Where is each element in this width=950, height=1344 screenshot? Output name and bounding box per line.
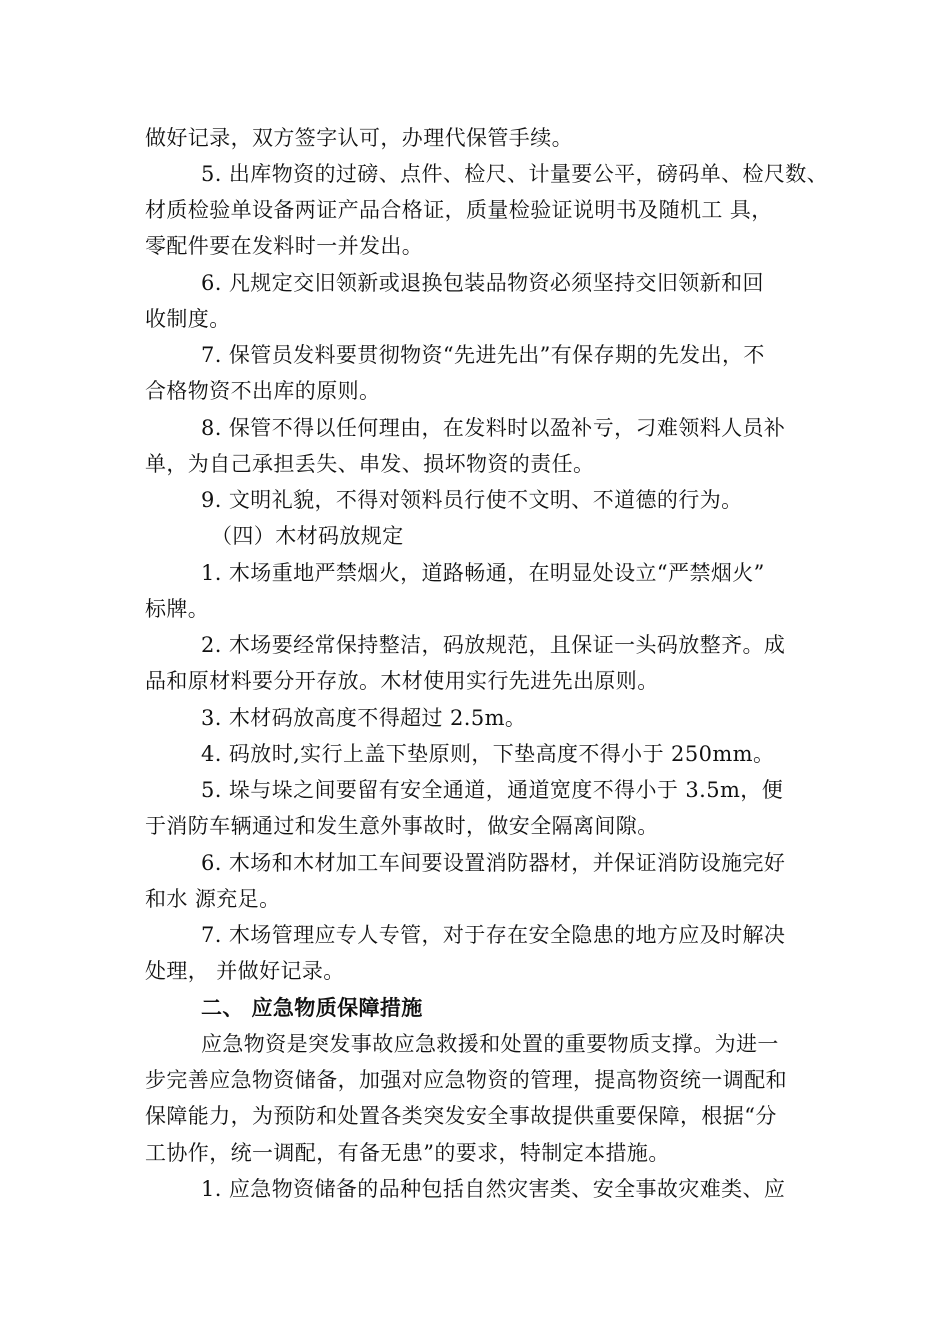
paragraph-line: 合格物资不出库的原则。: [145, 379, 381, 403]
section-heading: （四）木材码放规定: [211, 524, 404, 548]
paragraph-line: 步完善应急物资储备，加强对应急物资的管理，提高物资统一调配和: [145, 1068, 787, 1092]
paragraph-line: 收制度。: [145, 307, 231, 331]
paragraph-line: 1. 应急物资储备的品种包括自然灾害类、安全事故灾难类、应: [201, 1177, 786, 1201]
paragraph-line: 和水 源充足。: [145, 887, 281, 911]
paragraph-line: 6. 凡规定交旧领新或退换包装品物资必须坚持交旧领新和回: [201, 271, 764, 295]
paragraph-line: 3. 木材码放高度不得超过 2.5m。: [201, 706, 527, 730]
paragraph-line: 材质检验单设备两证产品合格证，质量检验证说明书及随机工 具，: [145, 198, 773, 222]
paragraph-line: 5. 出库物资的过磅、点件、检尺、计量要公平，磅码单、检尺数、: [201, 162, 829, 186]
paragraph-line: 9. 文明礼貌，不得对领料员行使不文明、不道德的行为。: [201, 488, 743, 512]
paragraph-line: 处理， 并做好记录。: [145, 959, 345, 983]
paragraph-line: 做好记录，双方签字认可，办理代保管手续。: [145, 126, 573, 150]
paragraph-line: 4. 码放时,实行上盖下垫原则，下垫高度不得小于 250mm。: [201, 742, 775, 766]
paragraph-line: 于消防车辆通过和发生意外事故时，做安全隔离间隙。: [145, 814, 659, 838]
paragraph-line: 5. 垛与垛之间要留有安全通道，通道宽度不得小于 3.5m，便: [201, 778, 784, 802]
paragraph-line: 单，为自己承担丢失、串发、损坏物资的责任。: [145, 452, 595, 476]
paragraph-line: 2. 木场要经常保持整洁，码放规范，且保证一头码放整齐。成: [201, 633, 786, 657]
paragraph-line: 品和原材料要分开存放。木材使用实行先进先出原则。: [145, 669, 659, 693]
paragraph-line: 保障能力，为预防和处置各类突发安全事故提供重要保障，根据“分: [145, 1104, 777, 1128]
paragraph-line: 标牌。: [145, 597, 210, 621]
paragraph-line: 应急物资是突发事故应急救援和处置的重要物质支撑。为进一: [201, 1032, 779, 1056]
paragraph-line: 6. 木场和木材加工车间要设置消防器材，并保证消防设施完好: [201, 851, 786, 875]
paragraph-line: 7. 木场管理应专人专管，对于存在安全隐患的地方应及时解决: [201, 923, 786, 947]
section-heading: 二、 应急物质保障措施: [201, 996, 423, 1020]
paragraph-line: 1. 木场重地严禁烟火，道路畅通，在明显处设立“严禁烟火”: [201, 561, 765, 585]
paragraph-line: 7. 保管员发料要贯彻物资“先进先出”有保存期的先发出，不: [201, 343, 765, 367]
paragraph-line: 零配件要在发料时一并发出。: [145, 234, 424, 258]
paragraph-line: 8. 保管不得以任何理由，在发料时以盈补亏，刁难领料人员补: [201, 416, 786, 440]
paragraph-line: 工协作，统一调配，有备无患”的要求，特制定本措施。: [145, 1141, 670, 1165]
